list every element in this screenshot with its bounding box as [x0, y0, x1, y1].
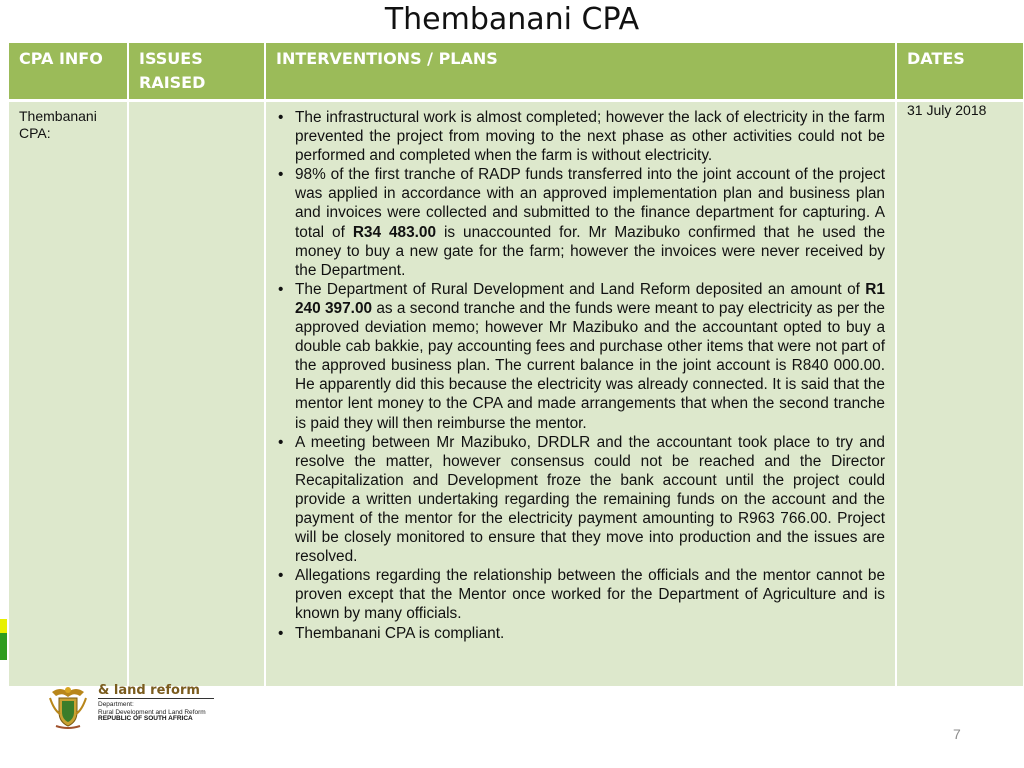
header-dates: DATES	[896, 43, 1024, 101]
page-number: 7	[953, 726, 961, 742]
amount-second-tranche: R1 240 397.00	[295, 280, 885, 317]
side-accent-yellow	[0, 619, 7, 633]
slide-title: Thembanani CPA	[384, 2, 640, 37]
coat-of-arms-icon	[46, 684, 90, 730]
table-header-row	[9, 43, 1024, 101]
header-cpa-info: CPA INFO	[9, 43, 128, 101]
cell-dates: 31 July 2018	[896, 101, 1024, 686]
intervention-bullet-3: • The Department of Rural Development and Land Reform deposited an amount of R1 240 397.00 as a second tranche and the funds were meant to pay electricity as per the approved deviation memo; however Mr Mazibuko and the accountant opted to buy a double cab bakkie, pay accounting fees and purchase other items that were not part of the approved business plan. The current balance in the joint account is R840 000.00. He apparently did this because the electricity was already connected. It is said that the mentor lent money to the CPA and made arrangements that when the second tranche is paid they will then reimburse the mentor.	[276, 280, 885, 433]
logo-tagline: & land reform	[98, 683, 200, 698]
header-interventions: INTERVENTIONS / PLANS	[265, 43, 896, 101]
intervention-bullet-5: • Allegations regarding the relationship between the officials and the mentor cannot be proven except that the Mentor once worked for the Department of Agriculture and is known by many officials.	[276, 566, 885, 623]
interventions-list	[276, 108, 885, 643]
logo-department-name: Department: Rural Development and Land Reform	[98, 701, 206, 716]
table-row	[9, 101, 1024, 686]
amount-unaccounted: R34 483.00	[352, 223, 437, 241]
cpa-table	[9, 43, 1024, 686]
intervention-bullet-4: • A meeting between Mr Mazibuko, DRDLR and the accountant took place to try and resolve the matter, however consensus could not be reached and the Director Recapitalization and Development froze the bank account until the project could provide a written undertaking regarding the remaining funds on the account and the payment of the mentor for the electricity payment amounting to R963 766.00. Project will be closely monitored to ensure that they move into production and the issues are resolved.	[276, 433, 885, 567]
intervention-bullet-1: • The infrastructural work is almost completed; however the lack of electricity in the farm prevented the project from moving to the next phase as other activities could not be performed and completed when the farm is without electricity.	[276, 108, 885, 165]
intervention-bullet-2: • 98% of the first tranche of RADP funds transferred into the joint account of the project was applied in accordance with an approved implementation plan and business plan and invoices were collected and submitted to the finance department for capturing. A total of R34 483.00 is unaccounted for. Mr Mazibuko confirmed that he used the money to buy a new gate for the farm; however the invoices were never received by the Department.	[276, 165, 885, 280]
side-accent-green	[0, 633, 7, 660]
cell-issues-raised	[128, 101, 265, 686]
logo-divider	[98, 698, 214, 699]
logo-country: REPUBLIC OF SOUTH AFRICA	[98, 715, 193, 722]
cell-interventions	[265, 101, 896, 686]
department-logo	[46, 684, 226, 734]
header-issues-raised: ISSUES RAISED	[128, 43, 265, 101]
intervention-bullet-6: • Thembanani CPA is compliant.	[276, 624, 885, 643]
cell-cpa-info: Thembanani CPA:	[9, 101, 128, 686]
